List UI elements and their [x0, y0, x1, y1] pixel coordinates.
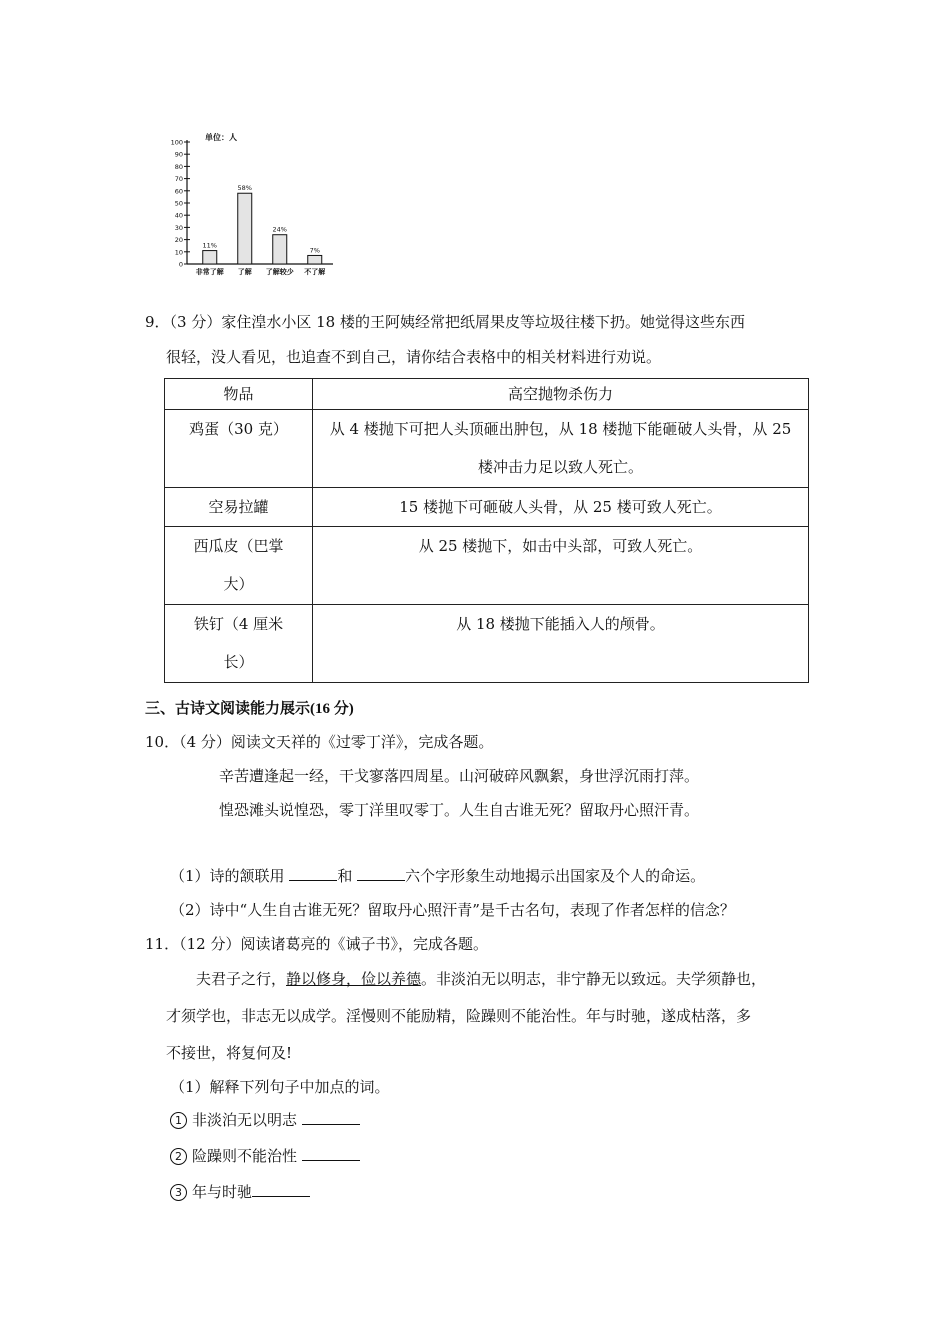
bar-data-label: 7% [309, 246, 320, 255]
table-cell-effect: 从 4 楼抛下可把人头顶砸出肿包，从 18 楼抛下能砸破人头骨，从 25 楼冲击力足以致人死亡。 [313, 410, 809, 488]
table-cell-item: 空易拉罐 [165, 488, 313, 527]
bar-data-label: 11% [202, 241, 217, 250]
awareness-bar-chart [165, 128, 340, 278]
x-category-label: 了解 [237, 268, 252, 276]
bar-data-label: 24% [272, 225, 287, 234]
y-tick-label: 50 [174, 199, 183, 208]
section3-title: 三、古诗文阅读能力展示(16 分) [145, 701, 354, 717]
q11-stem: 11．（12 分）阅读诸葛亮的《诫子书》，完成各题。 [145, 935, 488, 953]
table-header-item: 物品 [165, 379, 313, 410]
table-cell-item: 铁钉（4 厘米长） [165, 605, 313, 683]
y-tick-label: 10 [174, 248, 183, 257]
y-tick-label: 90 [174, 150, 183, 159]
q11-item-3: 3 年与时驰 [170, 1181, 310, 1202]
thrown-objects-table [164, 378, 809, 683]
bar [203, 251, 217, 264]
circled-number: 2 [170, 1148, 187, 1165]
q9-line1: 9．（3 分）家住湟水小区 18 楼的王阿姨经常把纸屑果皮等垃圾往楼下扔。她觉得这些东西 [145, 313, 745, 331]
circled-number: 1 [170, 1112, 187, 1129]
underlined-phrase: 静以修身，俭以养德 [286, 970, 422, 988]
y-tick-label: 30 [174, 223, 183, 232]
table-cell-effect: 从 18 楼抛下能插入人的颅骨。 [313, 605, 809, 683]
answer-blank[interactable] [302, 1146, 360, 1161]
x-category-label: 非常了解 [195, 268, 224, 276]
x-category-label: 不了解 [304, 268, 326, 276]
table-cell-effect: 15 楼抛下可砸破人头骨，从 25 楼可致人死亡。 [313, 488, 809, 527]
bar-data-label: 58% [237, 184, 252, 193]
q11-item-1: 1 非淡泊无以明志 [170, 1109, 360, 1130]
q11-para-line2: 才须学也，非志无以成学。淫慢则不能励精，险躁则不能治性。年与时驰，遂成枯落，多 [166, 1007, 752, 1025]
chart-unit-label: 单位：人 [205, 133, 237, 142]
answer-blank[interactable] [289, 866, 337, 881]
circled-number: 3 [170, 1184, 187, 1201]
q10-stem: 10．（4 分）阅读文天祥的《过零丁洋》，完成各题。 [145, 733, 494, 751]
table-row [165, 488, 809, 527]
table-header-effect: 高空抛物杀伤力 [313, 379, 809, 410]
q11-para-line3: 不接世，将复何及! [166, 1044, 293, 1062]
q9-line2: 很轻，没人看见，也追查不到自己，请你结合表格中的相关材料进行劝说。 [166, 348, 662, 366]
table-row [165, 410, 809, 488]
y-tick-label: 20 [174, 236, 183, 245]
table-row [165, 527, 809, 605]
q11-sub1: （1）解释下列句子中加点的词。 [170, 1078, 390, 1096]
answer-blank[interactable] [302, 1110, 360, 1125]
answer-blank[interactable] [252, 1182, 310, 1197]
chart-bars [196, 184, 326, 276]
q10-poem-line2: 惶恐滩头说惶恐，零丁洋里叹零丁。人生自古谁无死？留取丹心照汗青。 [219, 801, 700, 819]
y-tick-label: 40 [174, 211, 183, 220]
q10-poem-line1: 辛苦遭逢起一经，干戈寥落四周星。山河破碎风飘絮，身世浮沉雨打萍。 [219, 767, 700, 785]
bar [273, 235, 287, 264]
y-tick-label: 70 [174, 175, 183, 184]
table-cell-item: 西瓜皮（巴掌大） [165, 527, 313, 605]
q10-sub1: （1）诗的颔联用 和 六个字形象生动地揭示出国家及个人的命运。 [170, 867, 706, 885]
table-row [165, 605, 809, 683]
y-tick-label: 0 [178, 260, 183, 269]
x-category-label: 了解较少 [265, 268, 294, 276]
y-tick-label: 60 [174, 187, 183, 196]
answer-blank[interactable] [357, 866, 405, 881]
q11-para-line1: 夫君子之行，静以修身，俭以养德。非淡泊无以明志，非宁静无以致远。夫学须静也， [196, 970, 767, 988]
bar [308, 255, 322, 264]
q11-item-2: 2 险躁则不能治性 [170, 1145, 360, 1166]
bar [238, 193, 252, 264]
y-tick-label: 80 [174, 162, 183, 171]
table-cell-item: 鸡蛋（30 克） [165, 410, 313, 488]
q10-sub2: （2）诗中“人生自古谁无死？留取丹心照汗青”是千古名句，表现了作者怎样的信念？ [170, 901, 735, 919]
table-cell-effect: 从 25 楼抛下，如击中头部，可致人死亡。 [313, 527, 809, 605]
table-header-row [165, 379, 809, 410]
y-tick-label: 100 [170, 138, 183, 147]
